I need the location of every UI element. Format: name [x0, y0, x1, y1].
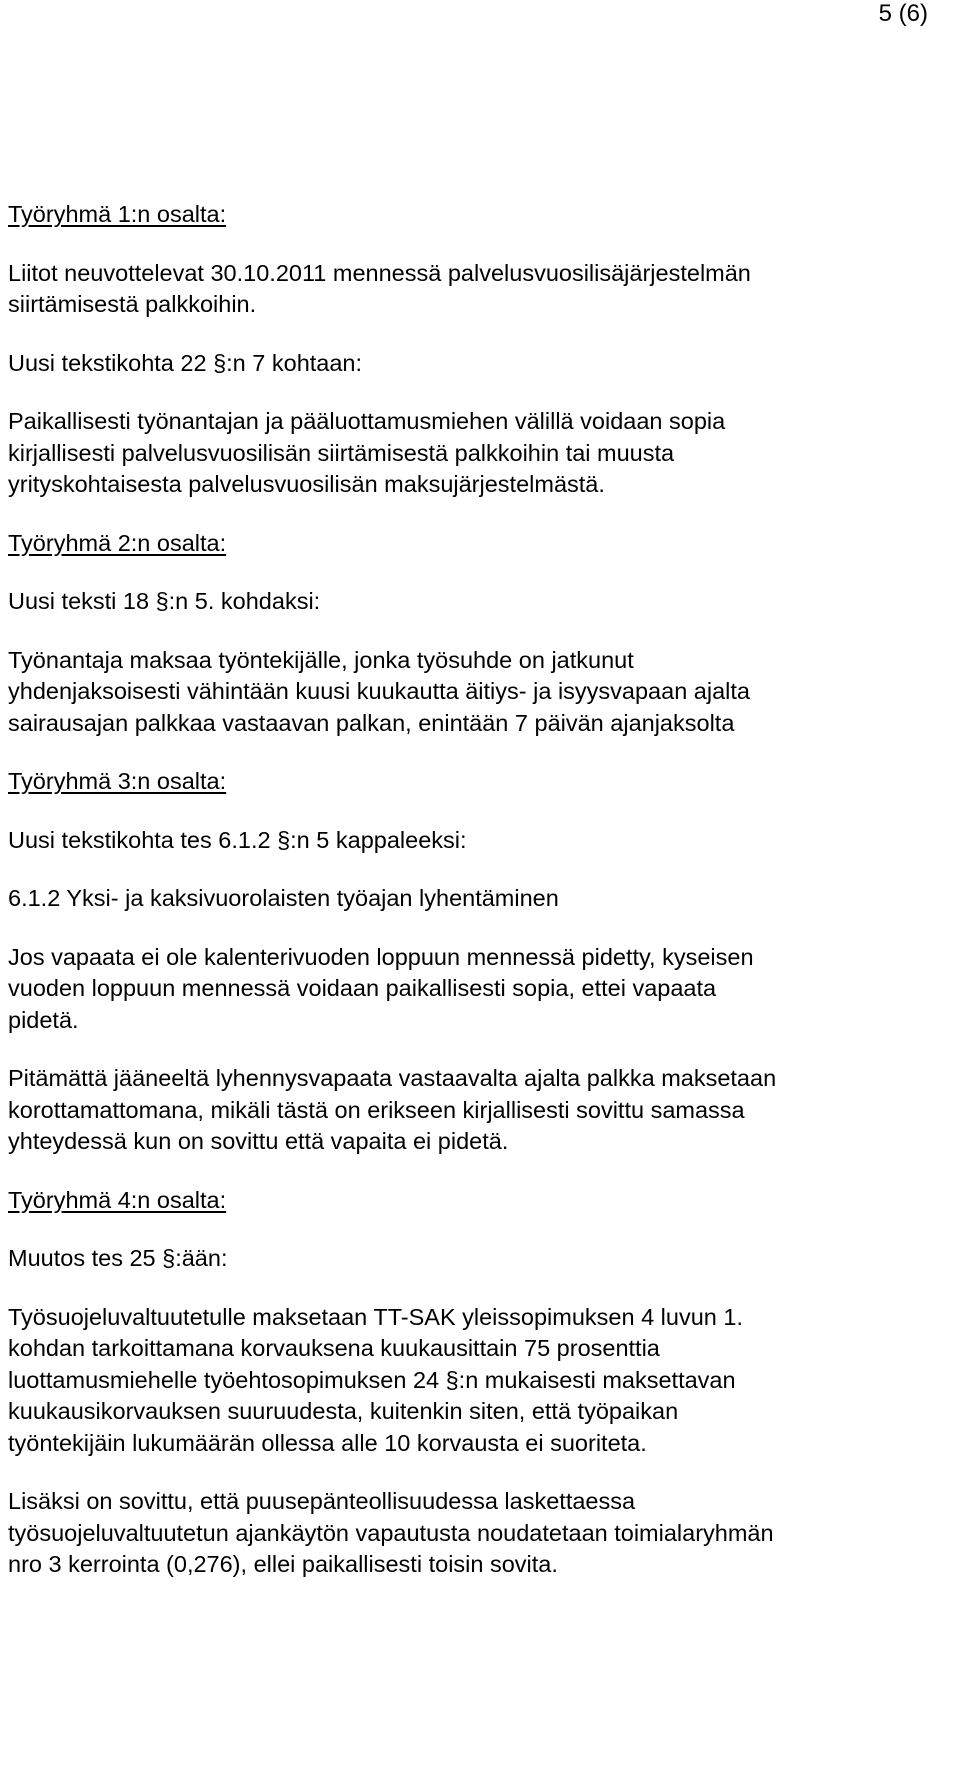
- section-heading-group-1: Työryhmä 1:n osalta:: [8, 201, 227, 227]
- paragraph-safety-rep-compensation: [8, 1302, 953, 1460]
- text-line: työsuojeluvaltuutetun ajankäytön vapautusta noudatetaan toimialaryhmän: [8, 1519, 774, 1546]
- page-number: 5 (6): [878, 0, 928, 27]
- text-line: Jos vapaata ei ole kalenterivuoden loppuun mennessä pidetty, kyseisen: [8, 943, 754, 970]
- text-line: kuukausikorvauksen suuruudesta, kuitenkin siten, että työpaikan: [8, 1398, 679, 1424]
- paragraph-clause-title: 6.1.2 Yksi- ja kaksivuorolaisten työajan lyhentäminen: [8, 885, 559, 911]
- text-line: Pitämättä jääneeltä lyhennysvapaata vastaavalta ajalta palkka maksetaan: [8, 1065, 777, 1091]
- paragraph-employer-pays: [8, 645, 953, 740]
- paragraph-local-agreement: [8, 406, 953, 501]
- text-line: kohdan tarkoittamana korvauksena kuukausittain 75 prosenttia: [8, 1335, 660, 1361]
- paragraph-new-text-18: Uusi teksti 18 §:n 5. kohdaksi:: [8, 588, 321, 614]
- text-line: yhteydessä kun on sovittu että vapaita ei pidetä.: [8, 1128, 509, 1154]
- text-line: Lisäksi on sovittu, että puusepänteollisuudessa laskettaessa: [8, 1488, 636, 1514]
- section-heading-group-2: Työryhmä 2:n osalta:: [8, 529, 227, 556]
- paragraph-furniture-industry: [8, 1486, 953, 1581]
- section-heading-group-3: Työryhmä 3:n osalta:: [8, 768, 227, 794]
- paragraph-new-clause-612: Uusi tekstikohta tes 6.1.2 §:n 5 kappaleeksi:: [8, 826, 467, 853]
- text-line: pidetä.: [8, 1006, 79, 1033]
- paragraph-change-25: Muutos tes 25 §:ään:: [8, 1245, 228, 1271]
- text-line: nro 3 kerrointa (0,276), ellei paikallisesti toisin sovita.: [8, 1551, 558, 1577]
- document-body: [8, 199, 953, 1581]
- text-line: työntekijäin lukumäärän ollessa alle 10 korvausta ei suoriteta.: [8, 1429, 647, 1456]
- text-line: yhdenjaksoisesti vähintään kuusi kuukautta äitiys- ja isyysvapaan ajalta: [8, 678, 750, 704]
- text-line: yrityskohtaisesta palvelusvuosilisän maksujärjestelmästä.: [8, 471, 605, 497]
- text-line: vuoden loppuun mennessä voidaan paikallisesti sopia, ettei vapaata: [8, 975, 717, 1001]
- paragraph-negotiation: Liitot neuvottelevat 30.10.2011 mennessä palvelusvuosilisäjärjestelmän siirtämisestä palkkoihin.: [8, 259, 751, 317]
- paragraph-new-clause-22: Uusi tekstikohta 22 §:n 7 kohtaan:: [8, 349, 363, 376]
- text-line: luottamusmiehelle työehtosopimuksen 24 §:n mukaisesti maksettavan: [8, 1366, 736, 1393]
- text-line: korottamattomana, mikäli tästä on erikseen kirjallisesti sovittu samassa: [8, 1096, 745, 1123]
- section-heading-group-4: Työryhmä 4:n osalta:: [8, 1186, 227, 1213]
- text-line: sairausajan palkkaa vastaavan palkan, enintään 7 päivän ajanjaksolta: [8, 709, 735, 736]
- text-line: Työsuojeluvaltuutetulle maksetaan TT-SAK yleissopimuksen 4 luvun 1.: [8, 1303, 743, 1330]
- text-line: kirjallisesti palvelusvuosilisän siirtämisestä palkkoihin tai muusta: [8, 439, 675, 466]
- text-line: Työnantaja maksaa työntekijälle, jonka työsuhde on jatkunut: [8, 646, 634, 673]
- paragraph-leave-not-taken: [8, 942, 953, 1037]
- text-line: Paikallisesti työnantajan ja pääluottamusmiehen välillä voidaan sopia: [8, 408, 726, 434]
- paragraph-unpaid-leave: [8, 1063, 953, 1158]
